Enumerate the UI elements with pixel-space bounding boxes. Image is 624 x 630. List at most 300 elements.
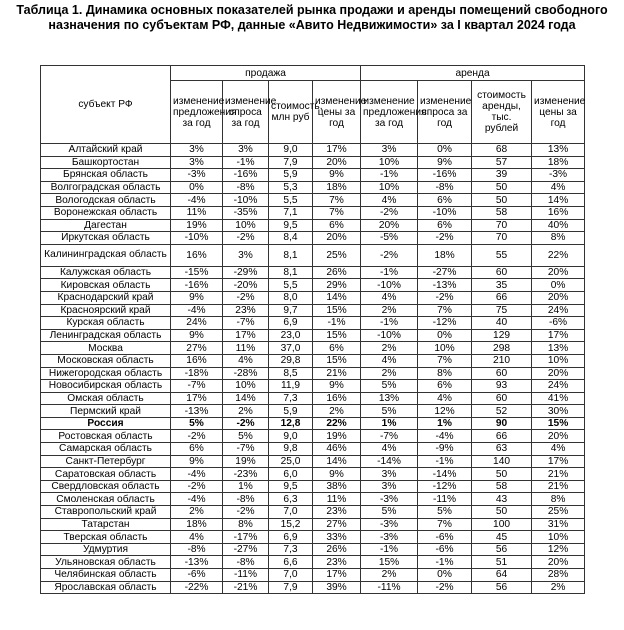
value-cell: -11%: [418, 493, 472, 506]
table-row: [41, 342, 585, 355]
value-cell: 50: [472, 468, 532, 481]
table-body: [41, 144, 585, 594]
value-cell: -1%: [361, 266, 418, 279]
value-cell: -16%: [223, 169, 269, 182]
value-cell: 10%: [418, 342, 472, 355]
value-cell: 6%: [313, 342, 361, 355]
column-header: стоимость, млн руб: [269, 81, 313, 144]
value-cell: 6,9: [269, 317, 313, 330]
value-cell: 43: [472, 493, 532, 506]
value-cell: 14%: [313, 455, 361, 468]
value-cell: 0%: [171, 181, 223, 194]
value-cell: 1%: [223, 480, 269, 493]
value-cell: 6%: [418, 194, 472, 207]
subject-name-cell: Вологодская область: [41, 194, 171, 207]
value-cell: 4%: [361, 443, 418, 456]
value-cell: 8,1: [269, 266, 313, 279]
subject-name-cell: Россия: [41, 417, 171, 430]
value-cell: 17%: [171, 392, 223, 405]
value-cell: 31%: [532, 518, 585, 531]
column-header: изменение спроса за год: [418, 81, 472, 144]
value-cell: 7,3: [269, 543, 313, 556]
value-cell: 0%: [532, 279, 585, 292]
value-cell: 22%: [532, 244, 585, 266]
value-cell: -2%: [418, 291, 472, 304]
table-row: [41, 367, 585, 380]
value-cell: 21%: [313, 367, 361, 380]
value-cell: -8%: [171, 543, 223, 556]
value-cell: 17%: [532, 329, 585, 342]
value-cell: -1%: [418, 556, 472, 569]
value-cell: 35: [472, 279, 532, 292]
value-cell: -2%: [171, 430, 223, 443]
table-row: [41, 581, 585, 594]
value-cell: 45: [472, 531, 532, 544]
value-cell: -2%: [223, 291, 269, 304]
value-cell: 20%: [532, 556, 585, 569]
value-cell: 9%: [171, 455, 223, 468]
value-cell: -1%: [361, 317, 418, 330]
value-cell: 60: [472, 392, 532, 405]
value-cell: -35%: [223, 206, 269, 219]
subject-name-cell: Свердловская область: [41, 480, 171, 493]
subject-name-cell: Челябинская область: [41, 569, 171, 582]
subject-name-cell: Иркутская область: [41, 232, 171, 245]
value-cell: 5,5: [269, 194, 313, 207]
value-cell: 8%: [532, 493, 585, 506]
value-cell: 27%: [313, 518, 361, 531]
value-cell: -10%: [361, 279, 418, 292]
value-cell: -5%: [361, 232, 418, 245]
table-row: [41, 169, 585, 182]
value-cell: 210: [472, 354, 532, 367]
value-cell: 100: [472, 518, 532, 531]
value-cell: -4%: [171, 493, 223, 506]
value-cell: 25%: [532, 506, 585, 519]
column-header: изменение цены за год: [532, 81, 585, 144]
value-cell: -18%: [171, 367, 223, 380]
subject-name-cell: Нижегородская область: [41, 367, 171, 380]
subject-name-cell: Дагестан: [41, 219, 171, 232]
value-cell: 0%: [418, 329, 472, 342]
value-cell: 23%: [313, 556, 361, 569]
table-row: [41, 156, 585, 169]
value-cell: -3%: [532, 169, 585, 182]
value-cell: 3%: [171, 144, 223, 157]
value-cell: 2%: [361, 342, 418, 355]
table-row: [41, 354, 585, 367]
value-cell: -2%: [223, 232, 269, 245]
table-row: [41, 206, 585, 219]
table-row: [41, 232, 585, 245]
table-row: [41, 531, 585, 544]
value-cell: 90: [472, 417, 532, 430]
table-row: [41, 518, 585, 531]
value-cell: 10%: [361, 156, 418, 169]
subject-name-cell: Пермский край: [41, 405, 171, 418]
value-cell: 10%: [223, 219, 269, 232]
value-cell: 0%: [418, 144, 472, 157]
value-cell: -1%: [313, 317, 361, 330]
table-row: [41, 405, 585, 418]
value-cell: 51: [472, 556, 532, 569]
value-cell: 8,5: [269, 367, 313, 380]
value-cell: 9%: [171, 291, 223, 304]
table-row: [41, 317, 585, 330]
value-cell: 14%: [532, 194, 585, 207]
value-cell: 24%: [532, 304, 585, 317]
value-cell: 8%: [532, 232, 585, 245]
value-cell: 9%: [313, 380, 361, 393]
value-cell: -27%: [418, 266, 472, 279]
value-cell: -1%: [418, 455, 472, 468]
value-cell: 7,1: [269, 206, 313, 219]
value-cell: 70: [472, 219, 532, 232]
value-cell: -21%: [223, 581, 269, 594]
value-cell: 6%: [418, 380, 472, 393]
value-cell: 4%: [361, 194, 418, 207]
value-cell: 11%: [313, 493, 361, 506]
value-cell: 70: [472, 232, 532, 245]
subject-name-cell: Санкт-Петербург: [41, 455, 171, 468]
value-cell: 7,9: [269, 581, 313, 594]
value-cell: -10%: [171, 232, 223, 245]
value-cell: 27%: [171, 342, 223, 355]
value-cell: 140: [472, 455, 532, 468]
value-cell: 4%: [418, 392, 472, 405]
value-cell: 3%: [361, 480, 418, 493]
table-row: [41, 392, 585, 405]
value-cell: 18%: [171, 518, 223, 531]
value-cell: 52: [472, 405, 532, 418]
subject-name-cell: Красноярский край: [41, 304, 171, 317]
value-cell: 7,3: [269, 392, 313, 405]
value-cell: -8%: [418, 181, 472, 194]
value-cell: 11%: [223, 342, 269, 355]
value-cell: 10%: [532, 354, 585, 367]
value-cell: 25,0: [269, 455, 313, 468]
value-cell: -12%: [418, 480, 472, 493]
value-cell: 7%: [418, 518, 472, 531]
value-cell: 10%: [223, 380, 269, 393]
value-cell: -14%: [361, 455, 418, 468]
value-cell: -22%: [171, 581, 223, 594]
table-row: [41, 244, 585, 266]
value-cell: 20%: [313, 156, 361, 169]
value-cell: 23,0: [269, 329, 313, 342]
value-cell: 6,0: [269, 468, 313, 481]
subject-name-cell: Калининградская область: [41, 244, 171, 266]
subject-name-cell: Саратовская область: [41, 468, 171, 481]
subject-name-cell: Волгоградская область: [41, 181, 171, 194]
value-cell: 24%: [171, 317, 223, 330]
subject-name-cell: Москва: [41, 342, 171, 355]
value-cell: 20%: [532, 430, 585, 443]
subject-name-cell: Омская область: [41, 392, 171, 405]
subject-name-cell: Кировская область: [41, 279, 171, 292]
value-cell: 13%: [532, 342, 585, 355]
column-header: изменение спроса за год: [223, 81, 269, 144]
value-cell: -1%: [361, 543, 418, 556]
value-cell: 15%: [313, 354, 361, 367]
value-cell: 15,2: [269, 518, 313, 531]
value-cell: 4%: [171, 531, 223, 544]
value-cell: 41%: [532, 392, 585, 405]
value-cell: 4%: [361, 291, 418, 304]
value-cell: -17%: [223, 531, 269, 544]
value-cell: -12%: [418, 317, 472, 330]
subject-name-cell: Брянская область: [41, 169, 171, 182]
value-cell: -2%: [223, 417, 269, 430]
value-cell: 19%: [313, 430, 361, 443]
value-cell: -2%: [418, 232, 472, 245]
value-cell: 6,6: [269, 556, 313, 569]
table-row: [41, 430, 585, 443]
value-cell: 9,8: [269, 443, 313, 456]
value-cell: 9,0: [269, 144, 313, 157]
value-cell: -3%: [361, 531, 418, 544]
table-row: [41, 569, 585, 582]
value-cell: 7%: [418, 304, 472, 317]
value-cell: -2%: [223, 506, 269, 519]
value-cell: -2%: [361, 244, 418, 266]
value-cell: -13%: [171, 556, 223, 569]
value-cell: 20%: [313, 232, 361, 245]
value-cell: 9%: [313, 169, 361, 182]
value-cell: 16%: [171, 244, 223, 266]
table-row: [41, 506, 585, 519]
value-cell: 12%: [532, 543, 585, 556]
value-cell: 4%: [532, 181, 585, 194]
value-cell: 56: [472, 581, 532, 594]
value-cell: 10%: [532, 531, 585, 544]
subject-name-cell: Калужская область: [41, 266, 171, 279]
subject-name-cell: Башкортостан: [41, 156, 171, 169]
value-cell: 5,9: [269, 169, 313, 182]
value-cell: 3%: [361, 468, 418, 481]
value-cell: 16%: [532, 206, 585, 219]
table-row: [41, 443, 585, 456]
value-cell: 12%: [418, 405, 472, 418]
value-cell: 16%: [313, 392, 361, 405]
value-cell: -4%: [171, 194, 223, 207]
value-cell: -2%: [418, 581, 472, 594]
value-cell: 5,5: [269, 279, 313, 292]
value-cell: 23%: [313, 506, 361, 519]
value-cell: 29%: [313, 279, 361, 292]
table-row: [41, 181, 585, 194]
value-cell: 7,9: [269, 156, 313, 169]
value-cell: 9%: [313, 468, 361, 481]
subject-name-cell: Алтайский край: [41, 144, 171, 157]
value-cell: 20%: [532, 367, 585, 380]
value-cell: 5%: [361, 506, 418, 519]
value-cell: -16%: [418, 169, 472, 182]
value-cell: -7%: [223, 317, 269, 330]
value-cell: -8%: [223, 556, 269, 569]
subject-name-cell: Курская область: [41, 317, 171, 330]
value-cell: 10%: [361, 181, 418, 194]
value-cell: 93: [472, 380, 532, 393]
value-cell: -3%: [171, 169, 223, 182]
subject-name-cell: Смоленская область: [41, 493, 171, 506]
value-cell: 17%: [313, 144, 361, 157]
value-cell: -29%: [223, 266, 269, 279]
value-cell: -10%: [418, 206, 472, 219]
value-cell: 15%: [313, 304, 361, 317]
value-cell: -27%: [223, 543, 269, 556]
value-cell: 129: [472, 329, 532, 342]
value-cell: -23%: [223, 468, 269, 481]
value-cell: 8,4: [269, 232, 313, 245]
value-cell: 8%: [418, 367, 472, 380]
subject-name-cell: Ленинградская область: [41, 329, 171, 342]
value-cell: -3%: [361, 493, 418, 506]
value-cell: 9%: [171, 329, 223, 342]
value-cell: 9,0: [269, 430, 313, 443]
value-cell: 22%: [313, 417, 361, 430]
value-cell: 50: [472, 194, 532, 207]
value-cell: 5%: [171, 417, 223, 430]
value-cell: 50: [472, 181, 532, 194]
table-row: [41, 219, 585, 232]
table-row: [41, 543, 585, 556]
value-cell: 9%: [418, 156, 472, 169]
value-cell: 29,8: [269, 354, 313, 367]
value-cell: -14%: [418, 468, 472, 481]
value-cell: 2%: [223, 405, 269, 418]
value-cell: -7%: [361, 430, 418, 443]
value-cell: 39%: [313, 581, 361, 594]
value-cell: 6%: [418, 219, 472, 232]
value-cell: 19%: [171, 219, 223, 232]
value-cell: 11%: [171, 206, 223, 219]
value-cell: 26%: [313, 543, 361, 556]
value-cell: -10%: [223, 194, 269, 207]
table-row: [41, 493, 585, 506]
value-cell: -20%: [223, 279, 269, 292]
value-cell: 21%: [532, 480, 585, 493]
value-cell: 58: [472, 206, 532, 219]
value-cell: 7,0: [269, 506, 313, 519]
subject-name-cell: Ульяновская область: [41, 556, 171, 569]
value-cell: 9,5: [269, 480, 313, 493]
value-cell: 2%: [313, 405, 361, 418]
value-cell: 9,5: [269, 219, 313, 232]
subject-name-cell: Татарстан: [41, 518, 171, 531]
value-cell: -11%: [223, 569, 269, 582]
value-cell: 6%: [313, 219, 361, 232]
value-cell: 15%: [532, 417, 585, 430]
value-cell: -2%: [361, 206, 418, 219]
value-cell: 68: [472, 144, 532, 157]
value-cell: -9%: [418, 443, 472, 456]
value-cell: -15%: [171, 266, 223, 279]
subject-name-cell: Новосибирская область: [41, 380, 171, 393]
table-row: [41, 304, 585, 317]
value-cell: 5%: [361, 405, 418, 418]
value-cell: 4%: [532, 443, 585, 456]
value-cell: -1%: [361, 169, 418, 182]
value-cell: 7%: [418, 354, 472, 367]
value-cell: 3%: [223, 144, 269, 157]
value-cell: 7%: [313, 194, 361, 207]
value-cell: 8,0: [269, 291, 313, 304]
value-cell: 23%: [223, 304, 269, 317]
value-cell: 13%: [532, 144, 585, 157]
subject-name-cell: Удмуртия: [41, 543, 171, 556]
value-cell: 9,7: [269, 304, 313, 317]
value-cell: 75: [472, 304, 532, 317]
value-cell: 17%: [313, 569, 361, 582]
value-cell: -6%: [418, 543, 472, 556]
value-cell: 15%: [361, 556, 418, 569]
value-cell: 38%: [313, 480, 361, 493]
rent-group-header: аренда: [361, 66, 585, 81]
value-cell: -3%: [361, 518, 418, 531]
value-cell: 6,9: [269, 531, 313, 544]
value-cell: 40: [472, 317, 532, 330]
value-cell: 21%: [532, 468, 585, 481]
value-cell: -28%: [223, 367, 269, 380]
value-cell: 66: [472, 430, 532, 443]
table-title: Таблица 1. Динамика основных показателей рынка продажи и аренды помещений свободного назначения по субъектам РФ, данные «Авито Недвижимости» за I квартал 2024 года: [16, 3, 608, 32]
value-cell: 60: [472, 266, 532, 279]
value-cell: 8%: [223, 518, 269, 531]
column-header: изменение цены за год: [313, 81, 361, 144]
value-cell: 18%: [313, 181, 361, 194]
value-cell: 16%: [171, 354, 223, 367]
table-row: [41, 455, 585, 468]
table-row: [41, 480, 585, 493]
value-cell: -2%: [171, 480, 223, 493]
table-row: [41, 417, 585, 430]
value-cell: 5,9: [269, 405, 313, 418]
value-cell: 0%: [418, 569, 472, 582]
value-cell: 2%: [361, 569, 418, 582]
value-cell: 2%: [532, 581, 585, 594]
value-cell: 60: [472, 367, 532, 380]
subject-name-cell: Ростовская область: [41, 430, 171, 443]
value-cell: 66: [472, 291, 532, 304]
column-header: стоимость аренды, тыс. рублей: [472, 81, 532, 144]
value-cell: 3%: [171, 156, 223, 169]
value-cell: 6,3: [269, 493, 313, 506]
value-cell: 50: [472, 506, 532, 519]
value-cell: 298: [472, 342, 532, 355]
value-cell: 37,0: [269, 342, 313, 355]
value-cell: -10%: [361, 329, 418, 342]
table-row: [41, 556, 585, 569]
value-cell: 14%: [313, 291, 361, 304]
sale-group-header: продажа: [171, 66, 361, 81]
value-cell: 12,8: [269, 417, 313, 430]
value-cell: 5,3: [269, 181, 313, 194]
value-cell: 20%: [361, 219, 418, 232]
value-cell: 8,1: [269, 244, 313, 266]
value-cell: 58: [472, 480, 532, 493]
subject-name-cell: Ставропольский край: [41, 506, 171, 519]
value-cell: 11,9: [269, 380, 313, 393]
value-cell: 30%: [532, 405, 585, 418]
value-cell: -8%: [223, 493, 269, 506]
value-cell: 25%: [313, 244, 361, 266]
value-cell: 3%: [223, 244, 269, 266]
value-cell: 40%: [532, 219, 585, 232]
value-cell: 57: [472, 156, 532, 169]
value-cell: 39: [472, 169, 532, 182]
value-cell: -16%: [171, 279, 223, 292]
